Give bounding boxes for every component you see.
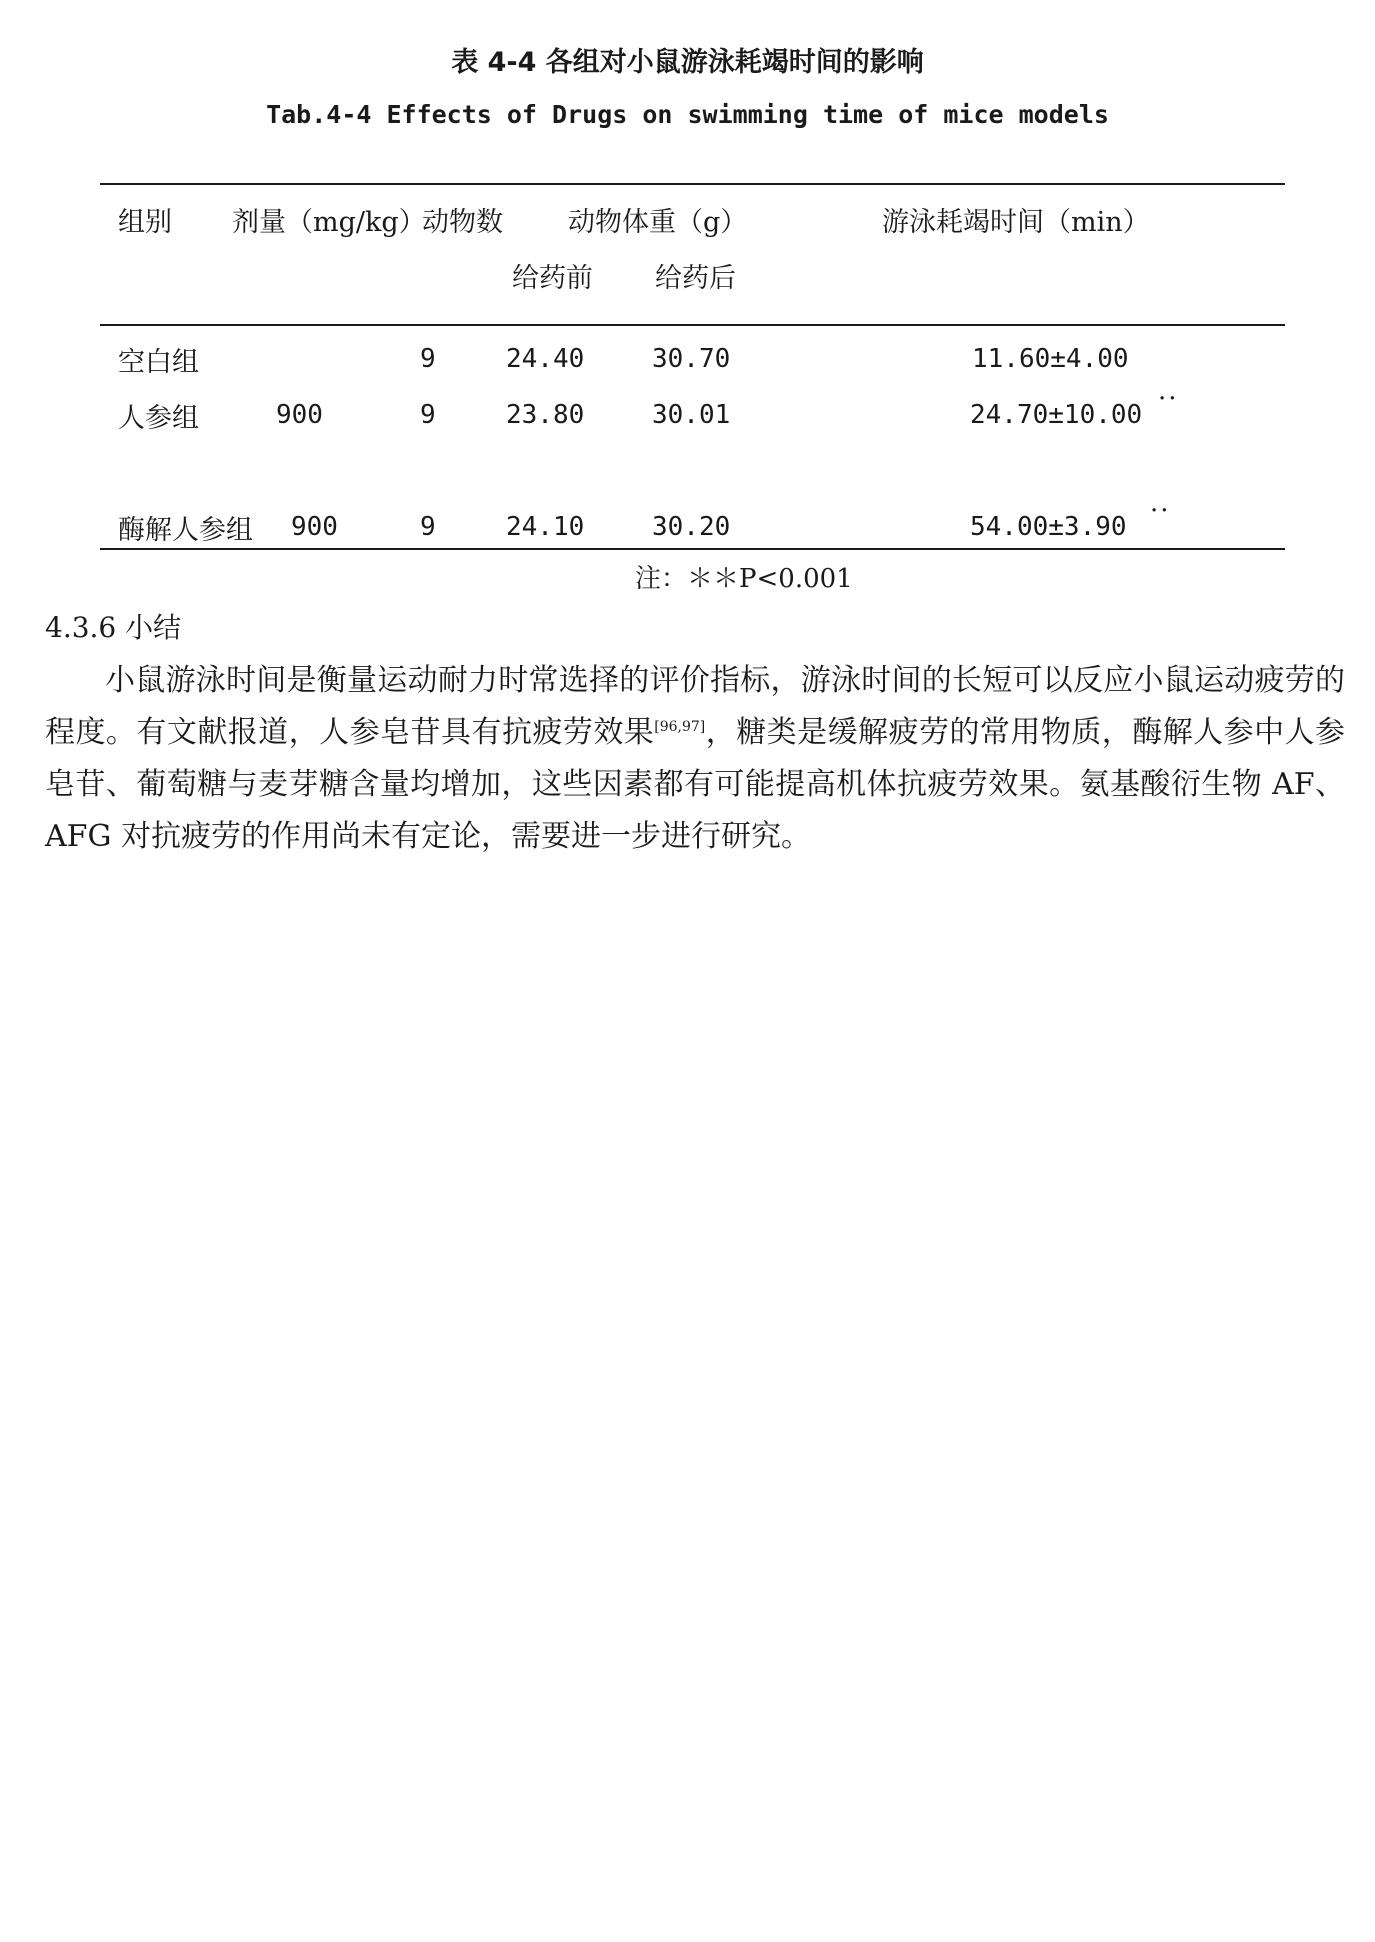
header-time: 游泳耗竭时间（min） [882, 207, 1150, 238]
table-caption-en: Tab.4-4 Effects of Drugs on swimming time of mice models [266, 100, 1109, 129]
row2-after: 30.01 [652, 400, 731, 430]
row3-dose: 900 [291, 512, 338, 542]
section-paragraph [45, 655, 1345, 863]
table-caption-cn: 表 4-4 各组对小鼠游泳耗竭时间的影响 [451, 47, 924, 78]
table-header-rule [100, 324, 1285, 326]
row1-count: 9 [420, 344, 436, 374]
paragraph-text-2: ，糖类是缓解疲劳的常用物质，酶解人参中人参皂苷、葡萄糖与麦芽糖含量均增加，这些因素都有可能提高机体抗疲劳效果。氨基酸衍生物 AF、AFG 对抗疲劳的作用尚未有定论，需要进一步进行研究。 [45, 715, 1346, 854]
row3-before: 24.10 [506, 512, 585, 542]
row1-group: 空白组 [118, 347, 199, 378]
row1-after: 30.70 [652, 344, 731, 374]
table-bottom-rule [100, 548, 1285, 550]
header-weight-after: 给药后 [655, 263, 736, 294]
row3-time: 54.00±3.90 [970, 512, 1127, 542]
row2-significance: ·· [1158, 384, 1179, 414]
table-top-rule [100, 183, 1285, 185]
row3-significance: ·· [1150, 496, 1171, 526]
header-count: 动物数 [422, 207, 503, 238]
paragraph-text-1: 小鼠游泳时间是衡量运动耐力时常选择的评价指标，游泳时间的长短可以反应小鼠运动疲劳的程度。有文献报道，人参皂苷具有抗疲劳效果 [45, 663, 1345, 750]
row2-before: 23.80 [506, 400, 585, 430]
row2-time: 24.70±10.00 [970, 400, 1143, 430]
row2-group: 人参组 [118, 403, 199, 434]
header-weight-before: 给药前 [512, 263, 593, 294]
row3-group: 酶解人参组 [118, 515, 253, 546]
header-group: 组别 [118, 207, 172, 238]
row3-count: 9 [420, 512, 436, 542]
table-note: 注：＊＊P<0.001 [635, 564, 853, 594]
row1-time: 11.60±4.00 [972, 344, 1129, 374]
row2-count: 9 [420, 400, 436, 430]
header-weight: 动物体重（g） [568, 207, 748, 238]
row3-after: 30.20 [652, 512, 731, 542]
row1-before: 24.40 [506, 344, 585, 374]
row2-dose: 900 [276, 400, 323, 430]
citation: [96,97] [654, 719, 706, 735]
section-heading: 4.3.6 小结 [45, 611, 182, 644]
header-dose: 剂量（mg/kg） [232, 207, 426, 238]
